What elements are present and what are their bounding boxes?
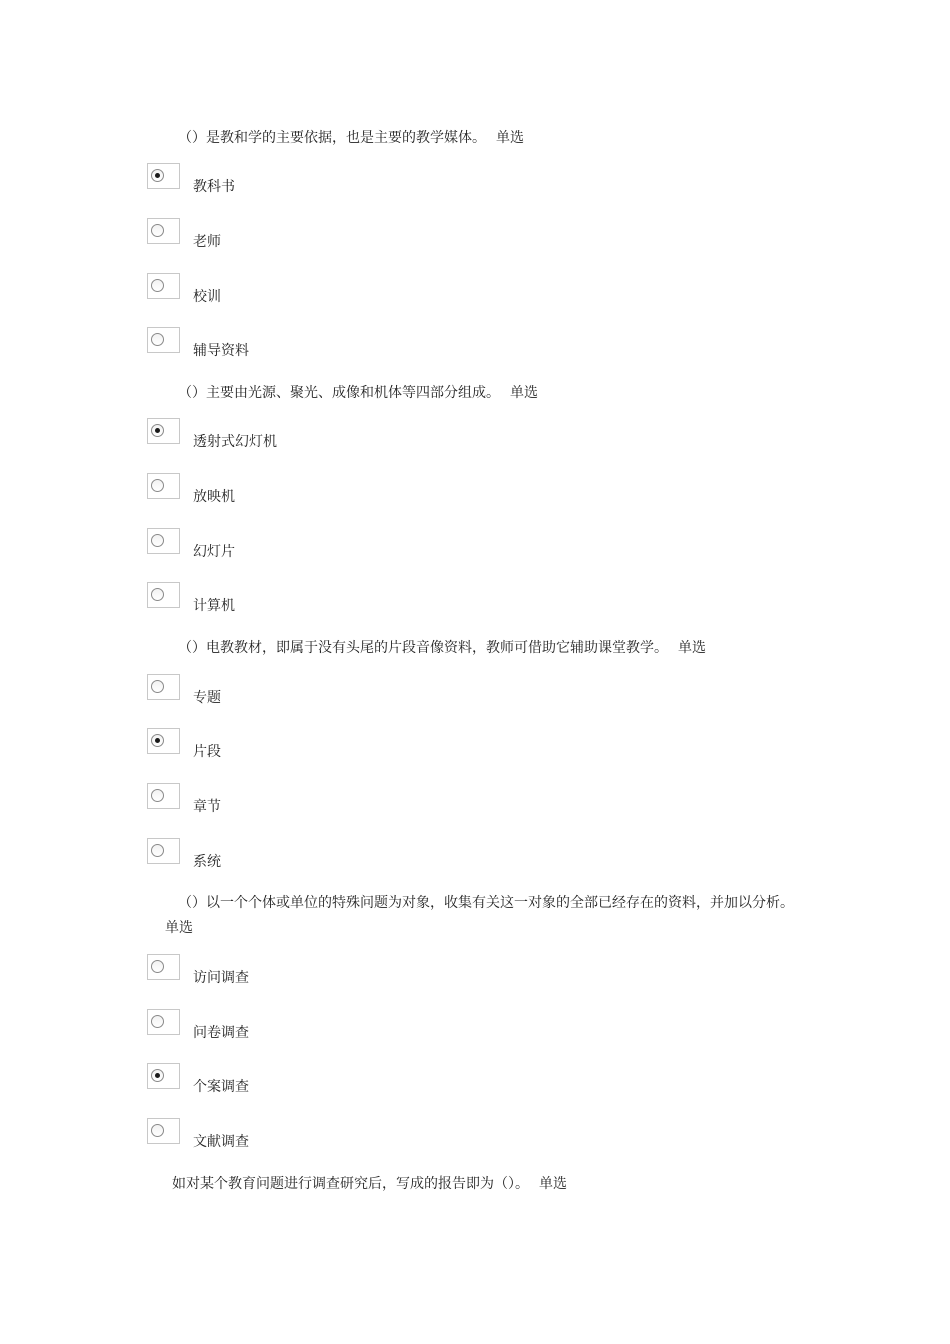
radio-unchecked-icon [151, 224, 164, 237]
question-4-option-4[interactable] [147, 1118, 547, 1150]
question-1-option-4[interactable] [147, 327, 547, 359]
radio-button[interactable] [147, 1009, 180, 1035]
radio-button[interactable] [147, 728, 180, 754]
radio-button[interactable] [147, 418, 180, 444]
question-type: 单选 [496, 130, 524, 146]
question-1-option-3[interactable] [147, 273, 547, 305]
question-2-text [155, 381, 815, 406]
radio-unchecked-icon [151, 279, 164, 292]
question-3-text [155, 636, 815, 661]
question-text: （）以一个个体或单位的特殊问题为对象，收集有关这一对象的全部已经存在的资料，并加以分析。 [178, 895, 794, 911]
question-3-option-1[interactable] [147, 674, 547, 706]
question-type: 单选 [510, 385, 538, 401]
question-4-option-1[interactable] [147, 954, 547, 986]
radio-unchecked-icon [151, 333, 164, 346]
radio-button[interactable] [147, 473, 180, 499]
question-2-option-2[interactable] [147, 473, 547, 505]
radio-unchecked-icon [151, 680, 164, 693]
question-4-option-2[interactable] [147, 1009, 547, 1041]
radio-unchecked-icon [151, 479, 164, 492]
radio-checked-icon [151, 424, 164, 437]
question-1-option-1[interactable] [147, 163, 547, 195]
question-5-text [155, 1172, 815, 1197]
radio-button[interactable] [147, 528, 180, 554]
question-3-option-3[interactable] [147, 783, 547, 815]
option-label: 专题 [193, 690, 221, 706]
radio-button[interactable] [147, 273, 180, 299]
radio-checked-icon [151, 1069, 164, 1082]
question-2-option-4[interactable] [147, 582, 547, 614]
option-label: 幻灯片 [193, 544, 235, 560]
option-label: 计算机 [193, 598, 235, 614]
question-4-text [155, 891, 815, 941]
radio-button[interactable] [147, 218, 180, 244]
radio-unchecked-icon [151, 960, 164, 973]
option-label: 个案调查 [193, 1079, 249, 1095]
radio-unchecked-icon [151, 534, 164, 547]
question-type: 单选 [539, 1176, 567, 1192]
question-3-option-4[interactable] [147, 838, 547, 870]
radio-unchecked-icon [151, 588, 164, 601]
radio-button[interactable] [147, 582, 180, 608]
radio-button[interactable] [147, 1118, 180, 1144]
question-2-option-1[interactable] [147, 418, 547, 450]
option-label: 老师 [193, 234, 221, 250]
option-label: 教科书 [193, 179, 235, 195]
option-label: 透射式幻灯机 [193, 434, 277, 450]
question-4-option-3[interactable] [147, 1063, 547, 1095]
question-text: （）电教教材，即属于没有头尾的片段音像资料，教师可借助它辅助课堂教学。 [178, 640, 668, 656]
question-type: 单选 [678, 640, 706, 656]
radio-button[interactable] [147, 327, 180, 353]
radio-checked-icon [151, 169, 164, 182]
radio-checked-icon [151, 734, 164, 747]
option-label: 访问调查 [193, 970, 249, 986]
radio-button[interactable] [147, 1063, 180, 1089]
question-text: （）是教和学的主要依据，也是主要的教学媒体。 [178, 130, 486, 146]
option-label: 问卷调查 [193, 1025, 249, 1041]
option-label: 放映机 [193, 489, 235, 505]
option-label: 章节 [193, 799, 221, 815]
radio-unchecked-icon [151, 844, 164, 857]
option-label: 校训 [193, 289, 221, 305]
option-label: 文献调查 [193, 1134, 249, 1150]
radio-button[interactable] [147, 163, 180, 189]
option-label: 片段 [193, 744, 221, 760]
radio-button[interactable] [147, 838, 180, 864]
question-text: （）主要由光源、聚光、成像和机体等四部分组成。 [178, 385, 500, 401]
question-text: 如对某个教育问题进行调查研究后，写成的报告即为（）。 [172, 1176, 529, 1192]
option-label: 辅导资料 [193, 343, 249, 359]
radio-unchecked-icon [151, 1015, 164, 1028]
radio-unchecked-icon [151, 789, 164, 802]
question-1-text [155, 126, 815, 151]
radio-unchecked-icon [151, 1124, 164, 1137]
question-2-option-3[interactable] [147, 528, 547, 560]
question-type: 单选 [165, 920, 193, 936]
radio-button[interactable] [147, 783, 180, 809]
question-3-option-2[interactable] [147, 728, 547, 760]
radio-button[interactable] [147, 674, 180, 700]
question-1-option-2[interactable] [147, 218, 547, 250]
option-label: 系统 [193, 854, 221, 870]
radio-button[interactable] [147, 954, 180, 980]
